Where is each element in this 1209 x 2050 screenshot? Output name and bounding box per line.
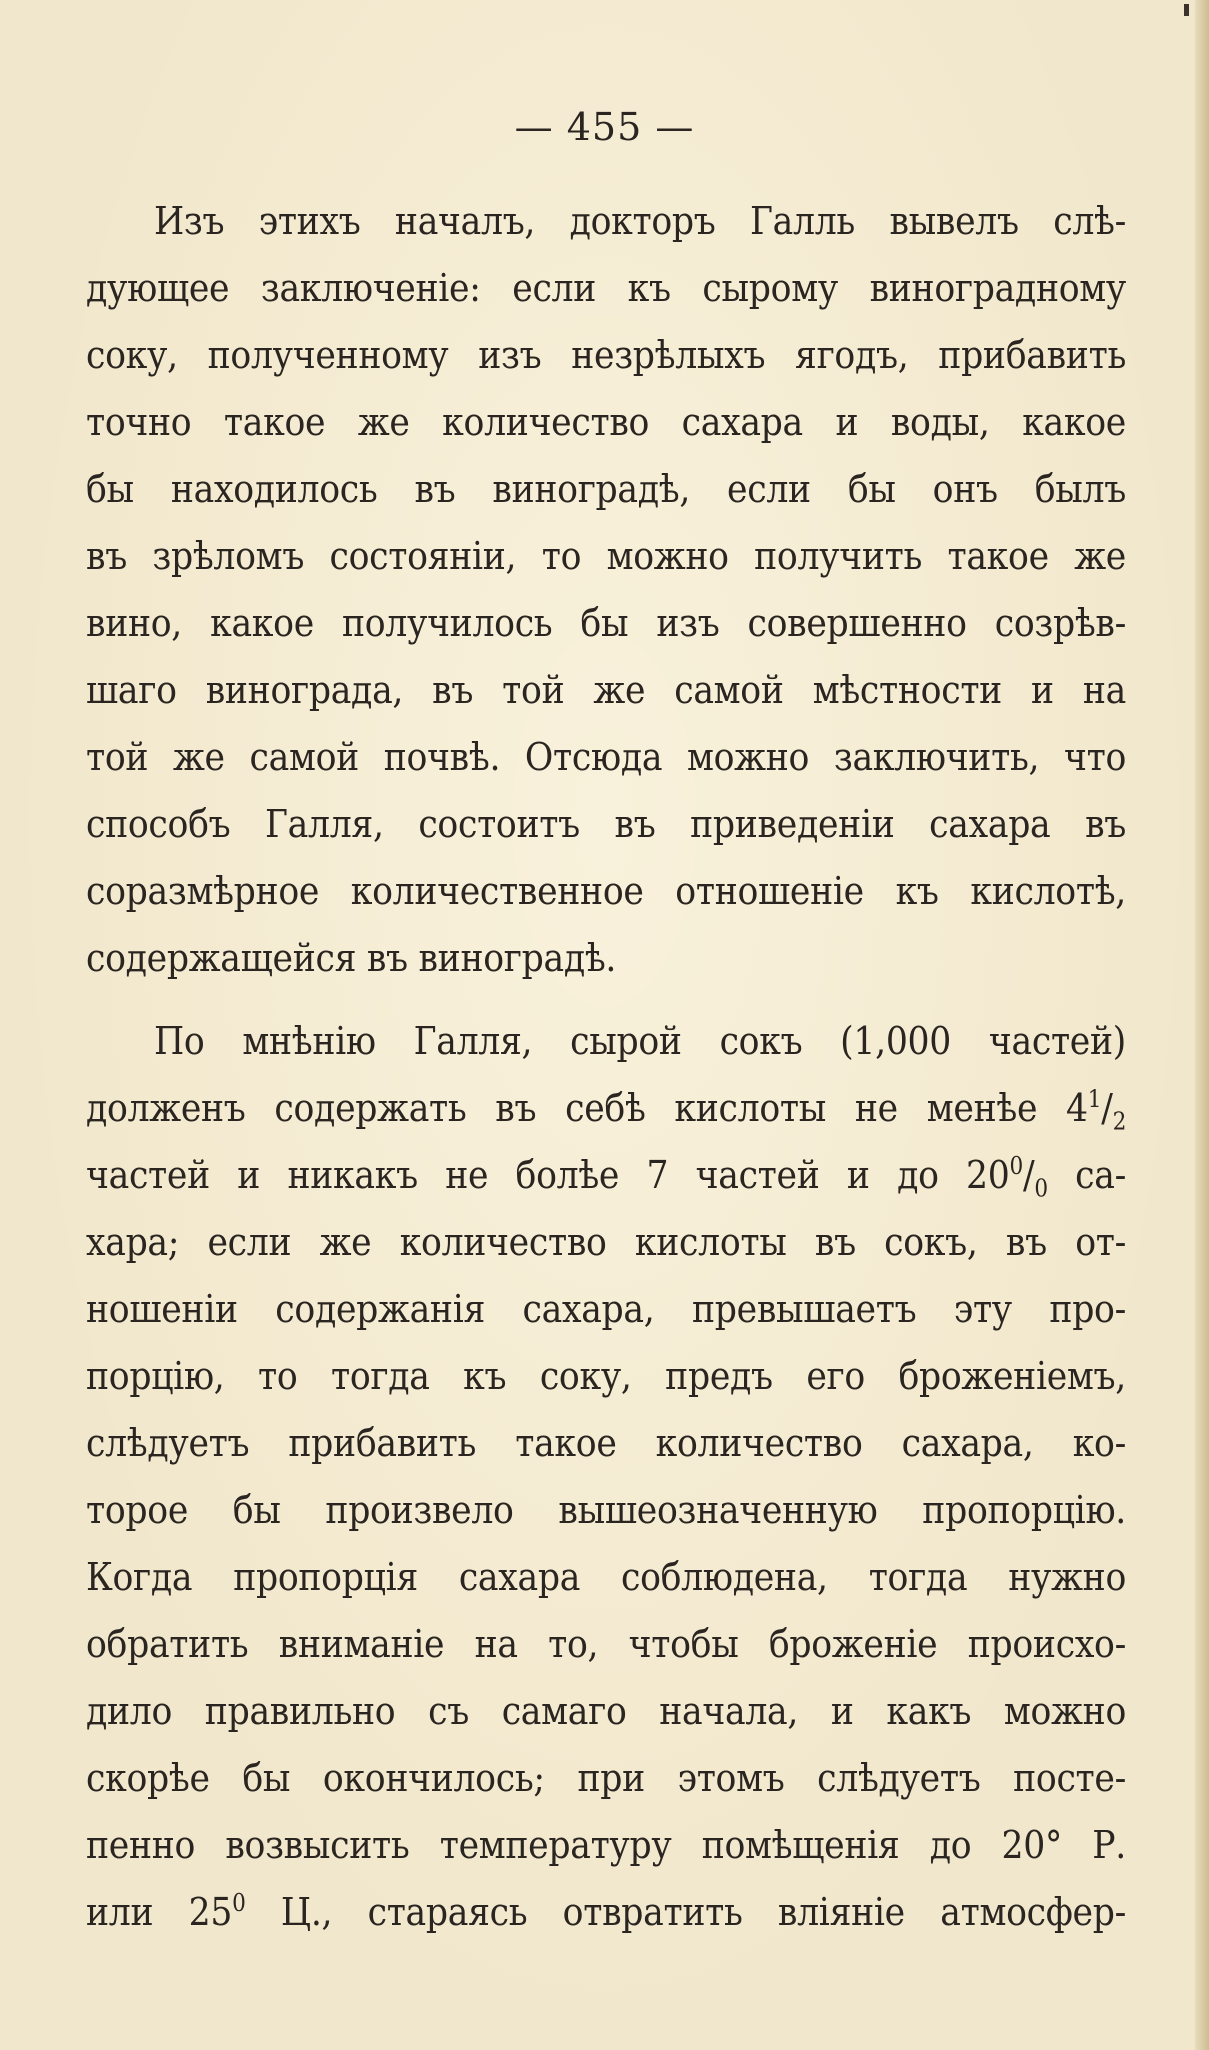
percent-bottom: 0 [1034, 1174, 1048, 1203]
fraction-slash: / [1101, 1086, 1113, 1131]
text-segment: или 25 [86, 1890, 233, 1935]
page-number: — 455 — [514, 105, 695, 149]
degree-mark: 0 [232, 1889, 246, 1918]
text-line: въ зрѣломъ состояніи, то можно получить такое же [86, 534, 1126, 579]
text-segment: са- [1047, 1153, 1126, 1198]
text-line: Когда пропорція сахара соблюдена, тогда нужно [86, 1555, 1126, 1600]
body-text [86, 188, 1126, 1946]
text-line: точно такое же количество сахара и воды, какое [86, 400, 1126, 445]
text-line: ношеніи содержанія сахара, превышаетъ эту про- [86, 1287, 1126, 1332]
text-line: торое бы произвело вышеозначенную пропорцію. [86, 1488, 1126, 1533]
text-line: Изъ этихъ началъ, докторъ Галль вывелъ слѣ- [154, 199, 1126, 244]
text-line: дило правильно съ самаго начала, и какъ можно [86, 1689, 1126, 1734]
text-line: соку, полученному изъ незрѣлыхъ ягодъ, прибавить [86, 333, 1126, 378]
text-line: способъ Галля, состоитъ въ приведеніи сахара въ [86, 802, 1126, 847]
text-line: порцію, то тогда къ соку, предъ его броженіемъ, [86, 1354, 1126, 1399]
fraction-denominator: 2 [1112, 1107, 1126, 1136]
text-line: бы находилось въ виноградѣ, если бы онъ былъ [86, 467, 1126, 512]
text-segment: частей и никакъ не болѣе 7 частей и до 20 [86, 1153, 1010, 1198]
text-line: хара; если же количество кислоты въ сокъ, въ от- [86, 1220, 1126, 1265]
text-line: соразмѣрное количественное отношеніе къ кислотѣ, [86, 869, 1126, 914]
text-line [86, 1142, 1126, 1209]
percent-top: 0 [1009, 1152, 1023, 1181]
text-line: вино, какое получилось бы изъ совершенно созрѣв- [86, 601, 1126, 646]
text-line: пенно возвысить температуру помѣщенія до 20° Р. [86, 1823, 1126, 1868]
text-line: скорѣе бы окончилось; при этомъ слѣдуетъ посте- [86, 1756, 1126, 1801]
page-edge [1195, 0, 1209, 2050]
text-segment: долженъ содержать въ себѣ кислоты не менѣе 4 [86, 1086, 1088, 1131]
percent-slash: / [1022, 1153, 1035, 1198]
text-segment: Ц., стараясь отвратить вліяніе атмосфер- [245, 1890, 1126, 1935]
text-line: шаго винограда, въ той же самой мѣстности и на [86, 668, 1126, 713]
text-line: той же самой почвѣ. Отсюда можно заключить, что [86, 735, 1126, 780]
text-line: содержащейся въ виноградѣ. [86, 936, 617, 981]
text-line [86, 1879, 1126, 1946]
text-line [86, 1075, 1126, 1142]
text-line: обратить вниманіе на то, чтобы броженіе происхо- [86, 1622, 1126, 1667]
text-line: дующее заключеніе: если къ сырому виноградному [86, 266, 1126, 311]
corner-mark [1184, 4, 1189, 16]
text-line: По мнѣнію Галля, сырой сокъ (1,000 частей) [154, 1019, 1126, 1064]
text-line: слѣдуетъ прибавить такое количество сахара, ко- [86, 1421, 1126, 1466]
fraction-numerator: 1 [1087, 1085, 1102, 1114]
